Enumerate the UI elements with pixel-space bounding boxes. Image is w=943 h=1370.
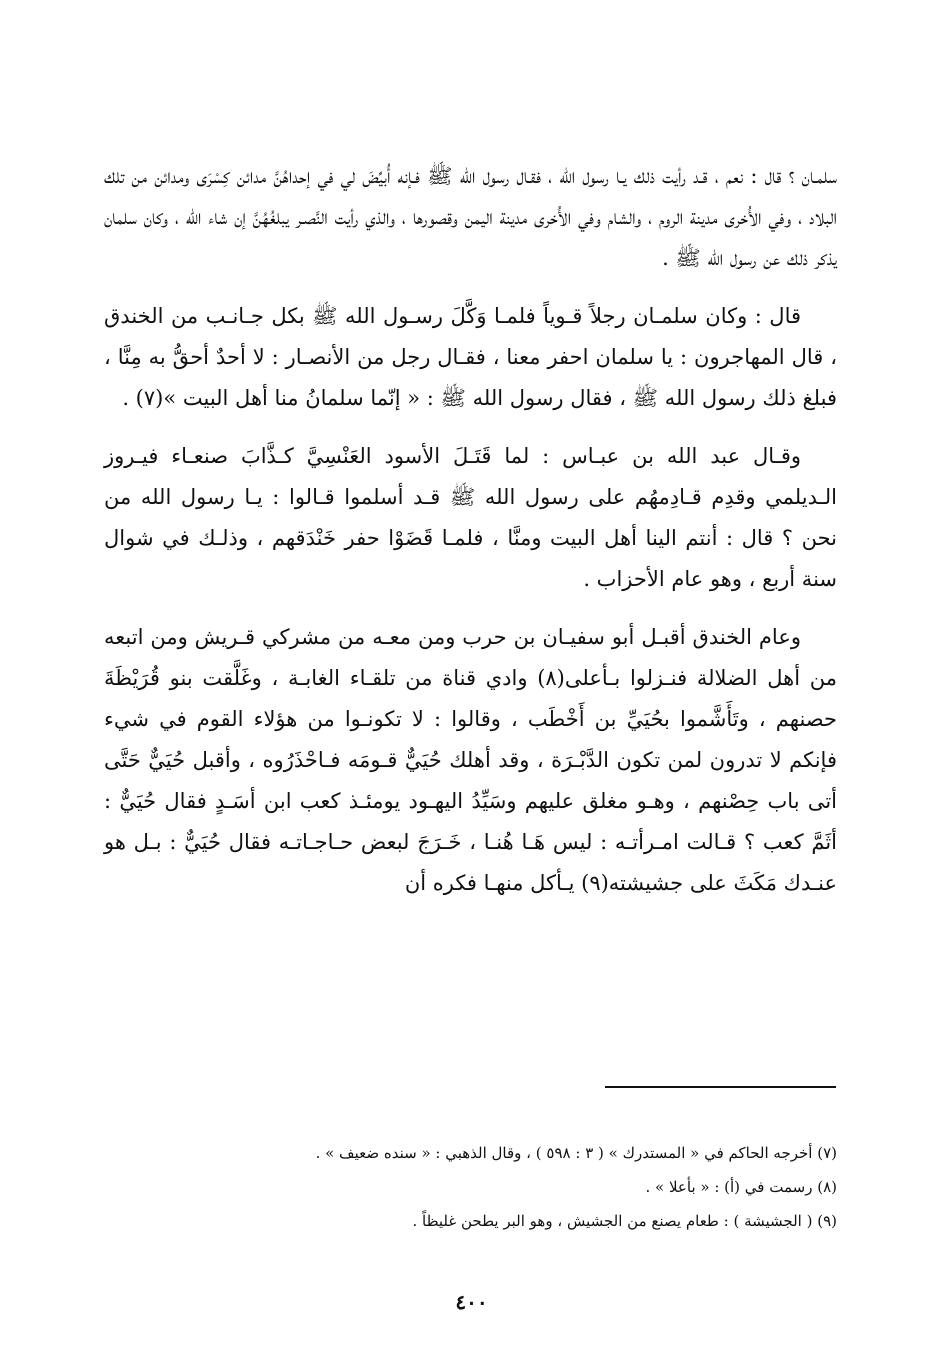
footnotes bbox=[104, 1136, 837, 1238]
page-number: ٤٠٠ bbox=[455, 1290, 488, 1314]
main-text bbox=[104, 156, 837, 921]
footnote-7: (٧) أخرجه الحاكم في « المستدرك » ( ٣ : ٥٩٨ ) ، وقال الذهبي : « سنده ضعيف » . bbox=[315, 1144, 837, 1162]
paragraph-3: وقـال عبد الله بن عبـاس : لما قَتَـلَ الأسود العَنْسِيَّ كـذَّابَ صنعـاء فيـروز الـديلمي وقدِم قـادِمهُم على رسول الله ﷺ قـد أسلموا قـالوا : يـا رسول الله من نحن ؟ قال : أنتم الينا أهل البيت ومنَّا ، فلمـا قَضَوْا حفر خَنْدَقهم ، وذلـك في شوال سنة أربع ، وهو عام الأحزاب . bbox=[104, 444, 837, 591]
paragraph-4: وعام الخندق أقبـل أبو سفيـان بن حرب ومن معـه من مشركي قـريش ومن اتبعه من أهل الضلالة فنـزلوا بـأعلى(٨) وادي قناة من تلقـاء الغابـة ، وغَلَّقت بنو قُرَيْظَةَ حصنهم ، وتَأَشَّموا بحُيَيِّ بن أَخْطَب ، وقالوا : لا تكونـوا من هؤلاء القوم في شيء فإنكم لا تدرون لمن تكون الدَّبْـرَة ، وقد أهلك حُيَيٌّ قـومَه فـاحْذَرُوه ، وأقبل حُيَيٌّ حَتَّى أتى باب حِصْنهم ، وهـو مغلق عليهم وسَيِّدُ اليهـود يومئـذ كعب ابن أسَـدٍ فقال حُيَيٌّ : أثَمَّ كعب ؟ قـالت امـرأتـه : ليس هَـا هُنـا ، خَـرَجَ لبعض حـاجـاتـه فقال حُيَيٌّ : بـل هو عنـدك مَكَثَ على جشيشته(٩) يـأكل منهـا فكره أن bbox=[104, 625, 837, 895]
paragraph-2: قال : وكان سلمـان رجلاً قـوياً فلمـا وَكَّلَ رسـول الله ﷺ بكل جـانـب من الخندق ، قال المهاجرون : يا سلمان احفر معنا ، فقـال رجل من الأنصـار : لا أحدٌ أحقُّ به مِنَّا ، فبلغ ذلك رسول الله ﷺ ، فقال رسول الله ﷺ : « إنّما سلمانُ منا أهل البيت »(٧) . bbox=[104, 304, 837, 410]
footnote-separator bbox=[605, 1086, 836, 1088]
footnote-8: (٨) رسمت في (أ) : « بأعلا » . bbox=[645, 1178, 837, 1196]
paragraph-1: سلمـان ؟ قال : نعم ، قـد رأيت ذلك يـا رسول الله ، فقـال رسول الله ﷺ فـإنه أُبيِّضَ لي في إحداهُنَّ مدائن كِسْرَى ومدائن من تلك البلاد ، وفي الأُخرى مدينة الروم ، والشام وفي الأُخرى مدينة اليمن وقصورها ، والذي رأيت النَّصـر يبلغُهُنَّ إن شاء الله ، وكان سلمان يذكر ذلك عن رسول الله ﷺ . bbox=[104, 164, 837, 270]
footnote-9: (٩) ( الجشيشة ) : طعام يصنع من الجشيش ، وهو البر يطحن غليظاً . bbox=[412, 1212, 837, 1230]
